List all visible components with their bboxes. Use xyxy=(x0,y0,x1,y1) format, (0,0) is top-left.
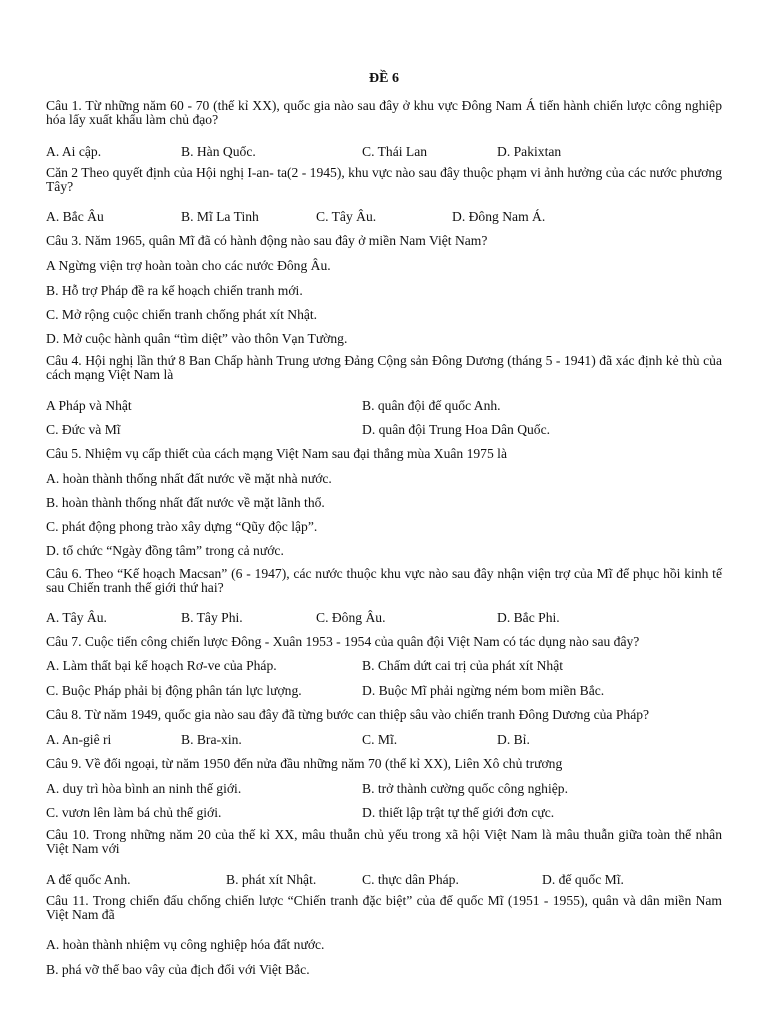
question-3-option-a: A Ngừng viện trợ hoàn toàn cho các nước Đông Âu. xyxy=(46,258,331,273)
question-7-option-a: A. Làm thất bại kế hoạch Rơ-ve của Pháp. xyxy=(46,658,277,673)
question-1-option-c: C. Thái Lan xyxy=(362,144,428,159)
question-3-option-b: B. Hỗ trợ Pháp đề ra kế hoạch chiến tranh mới. xyxy=(46,283,303,298)
question-6-option-d: D. Bắc Phi. xyxy=(497,610,560,625)
question-9-option-d: D. thiết lập trật tự thế giới đơn cực. xyxy=(362,805,555,820)
question-8-stem: Câu 8. Từ năm 1949, quốc gia nào sau đây đã từng bước can thiệp sâu vào chiến tranh Đông Dương của Pháp? xyxy=(46,707,650,722)
question-7-stem: Câu 7. Cuộc tiến công chiến lược Đông - Xuân 1953 - 1954 của quân đội Việt Nam có tác dụng nào sau đây? xyxy=(46,634,640,649)
question-9-stem: Câu 9. Về đối ngoại, từ năm 1950 đến nửa đầu những năm 70 (thế kỉ XX), Liên Xô chủ trương xyxy=(46,756,563,771)
question-2-stem: Căn 2 Theo quyết định của Hội nghị I-an- ta(2 - 1945), khu vực nào sau đây thuộc phạm vi ảnh hưởng của các nước phương Tây? xyxy=(46,165,722,194)
question-1-stem: Câu 1. Từ những năm 60 - 70 (thế kỉ XX), quốc gia nào sau đây ở khu vực Đông Nam Á tiến hành chiến lược công nghiệp hóa lấy xuất khẩu làm chủ đạo? xyxy=(46,98,722,127)
question-6-option-c: C. Đông Âu. xyxy=(316,610,386,625)
question-10-option-b: B. phát xít Nhật. xyxy=(226,872,317,887)
question-2-option-b: B. Mĩ La Tinh xyxy=(181,209,259,224)
question-6-stem: Câu 6. Theo “Kế hoạch Macsan” (6 - 1947), các nước thuộc khu vực nào sau đây nhận viện trợ của Mĩ để phục hồi kinh tế sau Chiến tranh thế giới thứ hai? xyxy=(46,566,722,595)
question-7-option-c: C. Buộc Pháp phải bị động phân tán lực lượng. xyxy=(46,683,302,698)
question-5-stem: Câu 5. Nhiệm vụ cấp thiết của cách mạng Việt Nam sau đại thắng mùa Xuân 1975 là xyxy=(46,446,507,461)
question-3-option-d: D. Mở cuộc hành quân “tìm diệt” vào thôn Vạn Tường. xyxy=(46,331,348,346)
question-6-option-b: B. Tây Phi. xyxy=(181,610,243,625)
exam-title: ĐỀ 6 xyxy=(369,71,399,86)
question-10-option-d: D. đế quốc Mĩ. xyxy=(542,872,624,887)
question-4-stem: Câu 4. Hội nghị lần thứ 8 Ban Chấp hành Trung ương Đảng Cộng sản Đông Dương (tháng 5 - 1941) đã xác định kẻ thù của cách mạng Việt Nam là xyxy=(46,353,722,382)
question-10-stem: Câu 10. Trong những năm 20 của thế kỉ XX, mâu thuẫn chủ yếu trong xã hội Việt Nam là mâu thuẫn giữa toàn thể nhân Việt Nam với xyxy=(46,827,722,856)
question-7-option-d: D. Buộc Mĩ phải ngừng ném bom miền Bắc. xyxy=(362,683,605,698)
question-4-option-c: C. Đức và Mĩ xyxy=(46,422,121,437)
question-4-option-a: A Pháp và Nhật xyxy=(46,398,132,413)
question-2-option-c: C. Tây Âu. xyxy=(316,209,377,224)
question-1-option-a: A. Ai cập. xyxy=(46,144,102,159)
question-7-option-b: B. Chấm dứt cai trị của phát xít Nhật xyxy=(362,658,564,673)
question-2-option-a: A. Bắc Âu xyxy=(46,209,104,224)
question-4-option-d: D. quân đội Trung Hoa Dân Quốc. xyxy=(362,422,551,437)
question-1-option-b: B. Hàn Quốc. xyxy=(181,144,256,159)
question-1-option-d: D. Pakixtan xyxy=(497,144,562,159)
question-3-stem: Câu 3. Năm 1965, quân Mĩ đã có hành động nào sau đây ở miền Nam Việt Nam? xyxy=(46,233,488,248)
question-9-option-a: A. duy trì hòa bình an ninh thế giới. xyxy=(46,781,242,796)
question-5-option-d: D. tổ chức “Ngày đồng tâm” trong cả nước. xyxy=(46,543,284,558)
question-8-option-c: C. Mĩ. xyxy=(362,732,398,747)
question-2-option-d: D. Đông Nam Á. xyxy=(452,209,546,224)
question-10-option-a: A đế quốc Anh. xyxy=(46,872,131,887)
question-6-option-a: A. Tây Âu. xyxy=(46,610,107,625)
question-3-option-c: C. Mở rộng cuộc chiến tranh chống phát xít Nhật. xyxy=(46,307,318,322)
question-11-option-b: B. phá vỡ thế bao vây của địch đối với Việt Bắc. xyxy=(46,962,310,977)
question-5-option-a: A. hoàn thành thống nhất đất nước về mặt nhà nước. xyxy=(46,471,332,486)
question-8-option-a: A. An-giê ri xyxy=(46,732,112,747)
question-4-option-b: B. quân đội đế quốc Anh. xyxy=(362,398,501,413)
question-8-option-d: D. Bỉ. xyxy=(497,732,530,747)
question-9-option-b: B. trở thành cường quốc công nghiệp. xyxy=(362,781,568,796)
question-5-option-c: C. phát động phong trào xây dựng “Qũy độc lập”. xyxy=(46,519,318,534)
question-9-option-c: C. vươn lên làm bá chủ thế giới. xyxy=(46,805,222,820)
question-8-option-b: B. Bra-xin. xyxy=(181,732,242,747)
question-10-option-c: C. thực dân Pháp. xyxy=(362,872,459,887)
question-5-option-b: B. hoàn thành thống nhất đất nước về mặt lãnh thổ. xyxy=(46,495,325,510)
question-11-option-a: A. hoàn thành nhiệm vụ công nghiệp hóa đất nước. xyxy=(46,937,325,952)
question-11-stem: Câu 11. Trong chiến đấu chống chiến lược “Chiến tranh đặc biệt” của đế quốc Mĩ (1951 - 1955), quân và dân miền Nam Việt Nam đã xyxy=(46,893,722,922)
